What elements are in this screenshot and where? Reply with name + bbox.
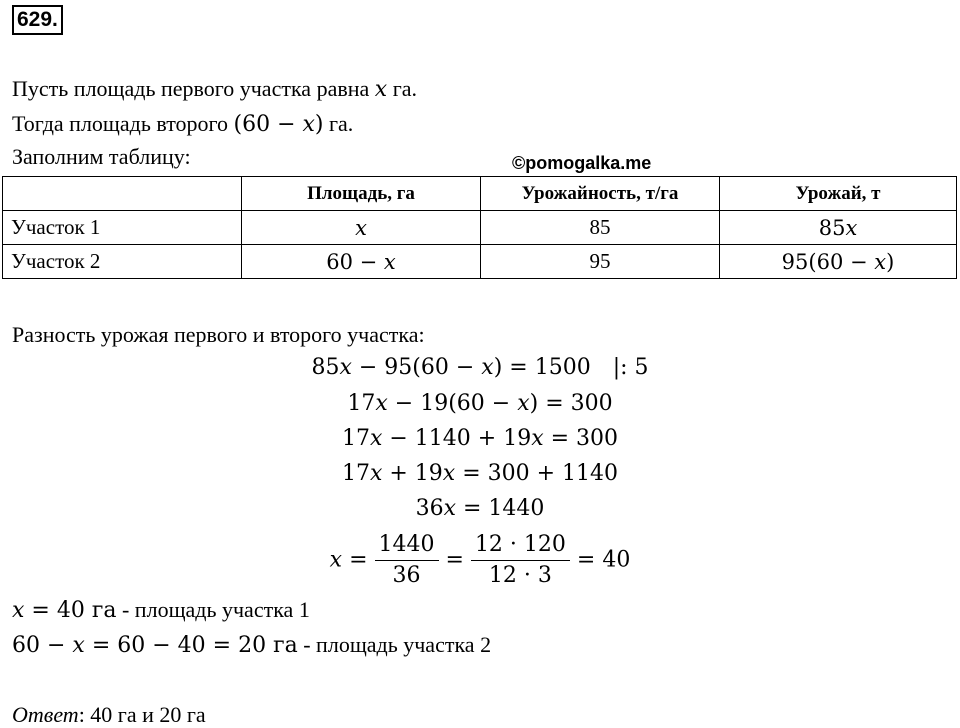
answer-label: Ответ bbox=[12, 702, 79, 727]
eq2-a: 17 bbox=[347, 391, 376, 416]
eq1-var: x bbox=[481, 355, 494, 380]
harvest-prefix: 95(60 − bbox=[781, 249, 875, 274]
intro-line-2 bbox=[12, 111, 353, 137]
fraction-2 bbox=[471, 530, 570, 591]
harvest-suffix: ) bbox=[886, 249, 895, 274]
eq5-var: x bbox=[443, 496, 456, 521]
intro-line-1 bbox=[12, 76, 417, 102]
result-line-1 bbox=[12, 597, 310, 623]
harvest-var: x bbox=[845, 215, 858, 240]
eq3-var: x bbox=[369, 426, 383, 451]
table-cell-yield: 95 bbox=[481, 245, 720, 279]
intro-line-2-text: Тогда площадь второго bbox=[12, 111, 234, 136]
table-cell-label: Участок 2 bbox=[3, 245, 242, 279]
table-cell-area bbox=[242, 211, 481, 245]
answer-text: : 40 га и 20 га bbox=[78, 702, 206, 727]
fraction-1-numerator: 1440 bbox=[375, 530, 439, 561]
eq4-var: x bbox=[369, 461, 383, 486]
intro-line-3: Заполним таблицу: bbox=[12, 144, 191, 169]
table-header-area: Площадь, га bbox=[242, 177, 481, 211]
watermark: ©pomogalka.me bbox=[512, 153, 652, 173]
equation-5 bbox=[0, 496, 960, 521]
eq1-b: − 95(60 − bbox=[351, 355, 482, 380]
result-2-note: - площадь участка 2 bbox=[297, 632, 492, 657]
table-cell-label: Участок 1 bbox=[3, 211, 242, 245]
eq3-c: = 300 bbox=[543, 426, 619, 451]
eq4-var: x bbox=[442, 461, 456, 486]
intro-line-1-var: x bbox=[374, 77, 388, 102]
eq2-c: ) = 300 bbox=[529, 391, 613, 416]
eq5-a: 36 bbox=[415, 496, 444, 521]
solution-heading: Разность урожая первого и второго участка: bbox=[12, 322, 425, 347]
intro-line-1-unit: га. bbox=[387, 76, 417, 101]
equation-6 bbox=[0, 530, 960, 591]
table-header-row bbox=[3, 177, 957, 211]
table-header-harvest: Урожай, т bbox=[720, 177, 957, 211]
intro-line-2-unit: га. bbox=[323, 111, 354, 136]
result-1-note: - площадь участка 1 bbox=[116, 597, 310, 622]
eq6-equals: = bbox=[342, 547, 375, 573]
answer-line bbox=[12, 702, 206, 728]
area-var: x bbox=[383, 249, 396, 274]
eq2-var: x bbox=[517, 391, 530, 416]
eq1-a: 85 bbox=[311, 355, 340, 380]
table-cell-harvest bbox=[720, 245, 957, 279]
intro-line-2-expr-open: (60 − bbox=[233, 112, 303, 137]
eq3-b: − 1140 + 19 bbox=[382, 426, 532, 451]
eq4-c: = 300 + 1140 bbox=[455, 461, 619, 486]
eq6-var: x bbox=[329, 547, 343, 573]
eq1-c: ) = 1500 bbox=[493, 355, 591, 380]
fraction-2-numerator: 12 · 120 bbox=[471, 530, 570, 561]
table-cell-yield: 85 bbox=[481, 211, 720, 245]
fraction-1-denominator: 36 bbox=[392, 563, 421, 588]
data-table bbox=[2, 176, 957, 279]
eq1-var: x bbox=[339, 355, 352, 380]
eq2-var: x bbox=[375, 391, 388, 416]
equation-2 bbox=[0, 391, 960, 416]
result-2-prefix: 60 − bbox=[12, 633, 73, 658]
equation-4 bbox=[0, 461, 960, 486]
result-line-2 bbox=[12, 632, 491, 658]
table-cell-harvest bbox=[720, 211, 957, 245]
intro-line-2-var: x bbox=[302, 112, 315, 137]
area-var: x bbox=[355, 215, 367, 240]
result-2-value: = 60 − 40 = 20 га bbox=[84, 633, 298, 658]
eq3-a: 17 bbox=[341, 426, 370, 451]
intro-line-2-expr-close: ) bbox=[314, 112, 324, 137]
harvest-prefix: 85 bbox=[818, 215, 846, 240]
fraction-1 bbox=[375, 530, 439, 591]
equation-1 bbox=[0, 355, 960, 380]
eq3-var: x bbox=[531, 426, 544, 451]
fraction-2-denominator: 12 · 3 bbox=[488, 563, 552, 588]
eq5-c: = 1440 bbox=[456, 496, 545, 521]
eq6-result: = 40 bbox=[569, 547, 631, 573]
table-cell-area bbox=[242, 245, 481, 279]
intro-line-1-text: Пусть площадь первого участка равна bbox=[12, 76, 375, 101]
eq6-equals: = bbox=[438, 547, 471, 573]
eq4-a: 17 bbox=[341, 461, 370, 486]
equation-3 bbox=[0, 426, 960, 451]
result-1-var: x bbox=[12, 598, 25, 623]
table-row bbox=[3, 245, 957, 279]
table-header-yield: Урожайность, т/га bbox=[481, 177, 720, 211]
eq4-b: + 19 bbox=[382, 461, 443, 486]
area-prefix: 60 − bbox=[326, 249, 384, 274]
eq1-note: |: 5 bbox=[612, 355, 649, 380]
problem-number: 629. bbox=[12, 5, 63, 35]
result-1-value: = 40 га bbox=[24, 598, 117, 623]
eq2-b: − 19(60 − bbox=[387, 391, 518, 416]
table-header-empty bbox=[3, 177, 242, 211]
table-row bbox=[3, 211, 957, 245]
result-2-var: x bbox=[72, 633, 85, 658]
harvest-var: x bbox=[874, 249, 887, 274]
